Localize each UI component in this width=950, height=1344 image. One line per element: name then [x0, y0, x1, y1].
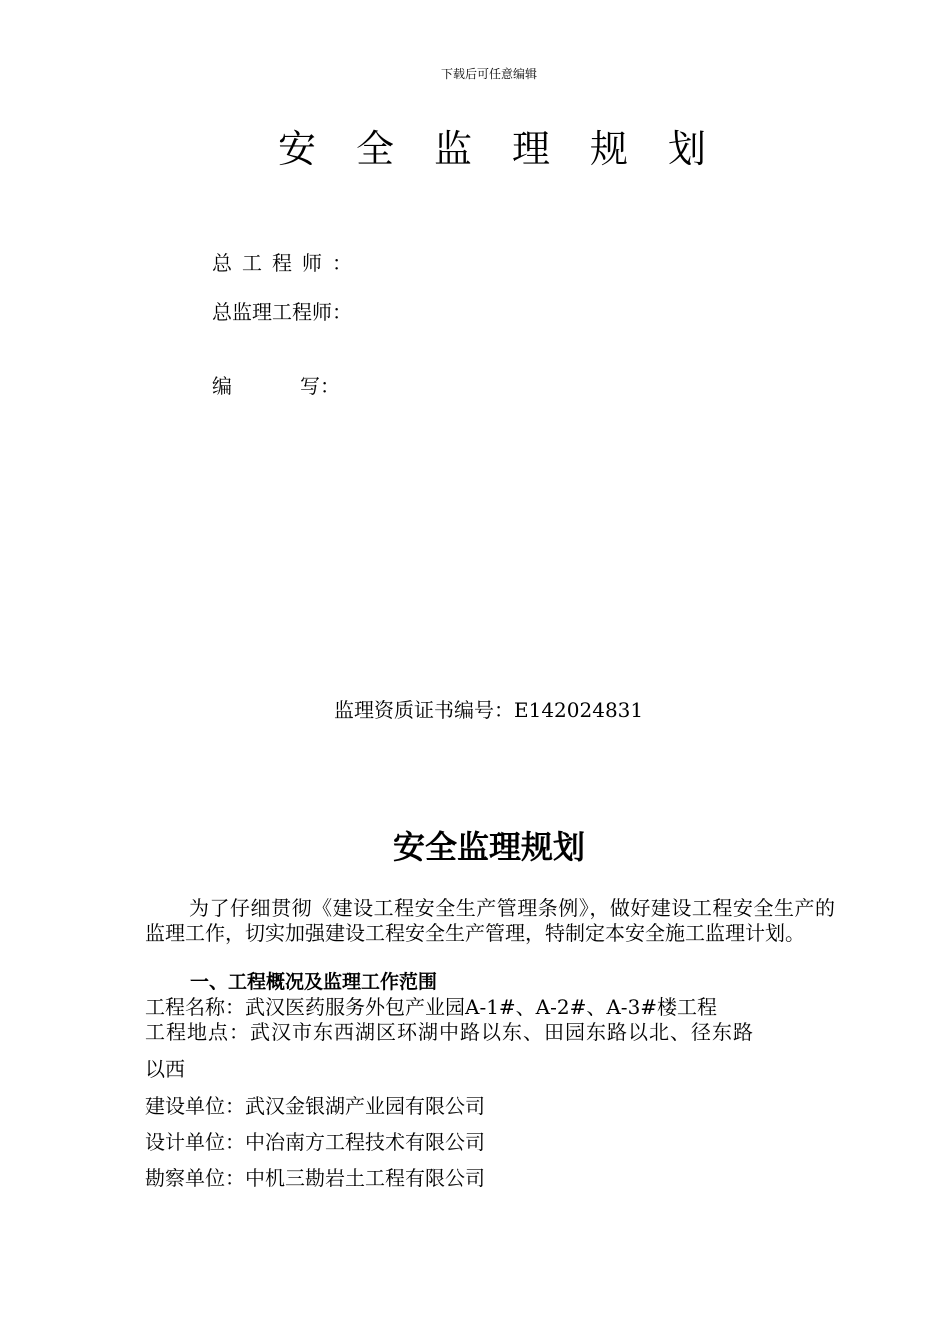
chief-engineer-label: 总工程师： — [212, 251, 362, 275]
design-unit: 设计单位：中冶南方工程技术有限公司 — [145, 1130, 485, 1154]
cover-title: 安全监理规划 — [278, 127, 747, 171]
survey-unit: 勘察单位：中机三勘岩土工程有限公司 — [145, 1166, 485, 1190]
author-label — [212, 372, 340, 400]
intro-paragraph: 为了仔细贯彻《建设工程安全生产管理条例》，做好建设工程安全生产的监理工作，切实加强建设工程安全生产管理，特制定本安全施工监理计划。 — [145, 896, 835, 945]
project-location-cont: 以西 — [145, 1057, 185, 1081]
certificate-number: 监理资质证书编号：E142024831 — [334, 698, 644, 722]
project-location: 工程地点：武汉市东西湖区环湖中路以东、田园东路以北、径东路 — [145, 1020, 754, 1044]
author-label-b: 写： — [300, 374, 340, 398]
author-label-a: 编 — [212, 374, 232, 398]
header-note: 下载后可任意编辑 — [440, 67, 537, 81]
section-1-heading: 一、工程概况及监理工作范围 — [190, 971, 438, 993]
client-unit: 建设单位：武汉金银湖产业园有限公司 — [145, 1094, 485, 1118]
chief-supervisor-label: 总监理工程师： — [212, 300, 352, 324]
main-title: 安全监理规划 — [392, 828, 585, 866]
project-name: 工程名称：武汉医药服务外包产业园A-1#、A-2#、A-3#楼工程 — [145, 995, 718, 1019]
